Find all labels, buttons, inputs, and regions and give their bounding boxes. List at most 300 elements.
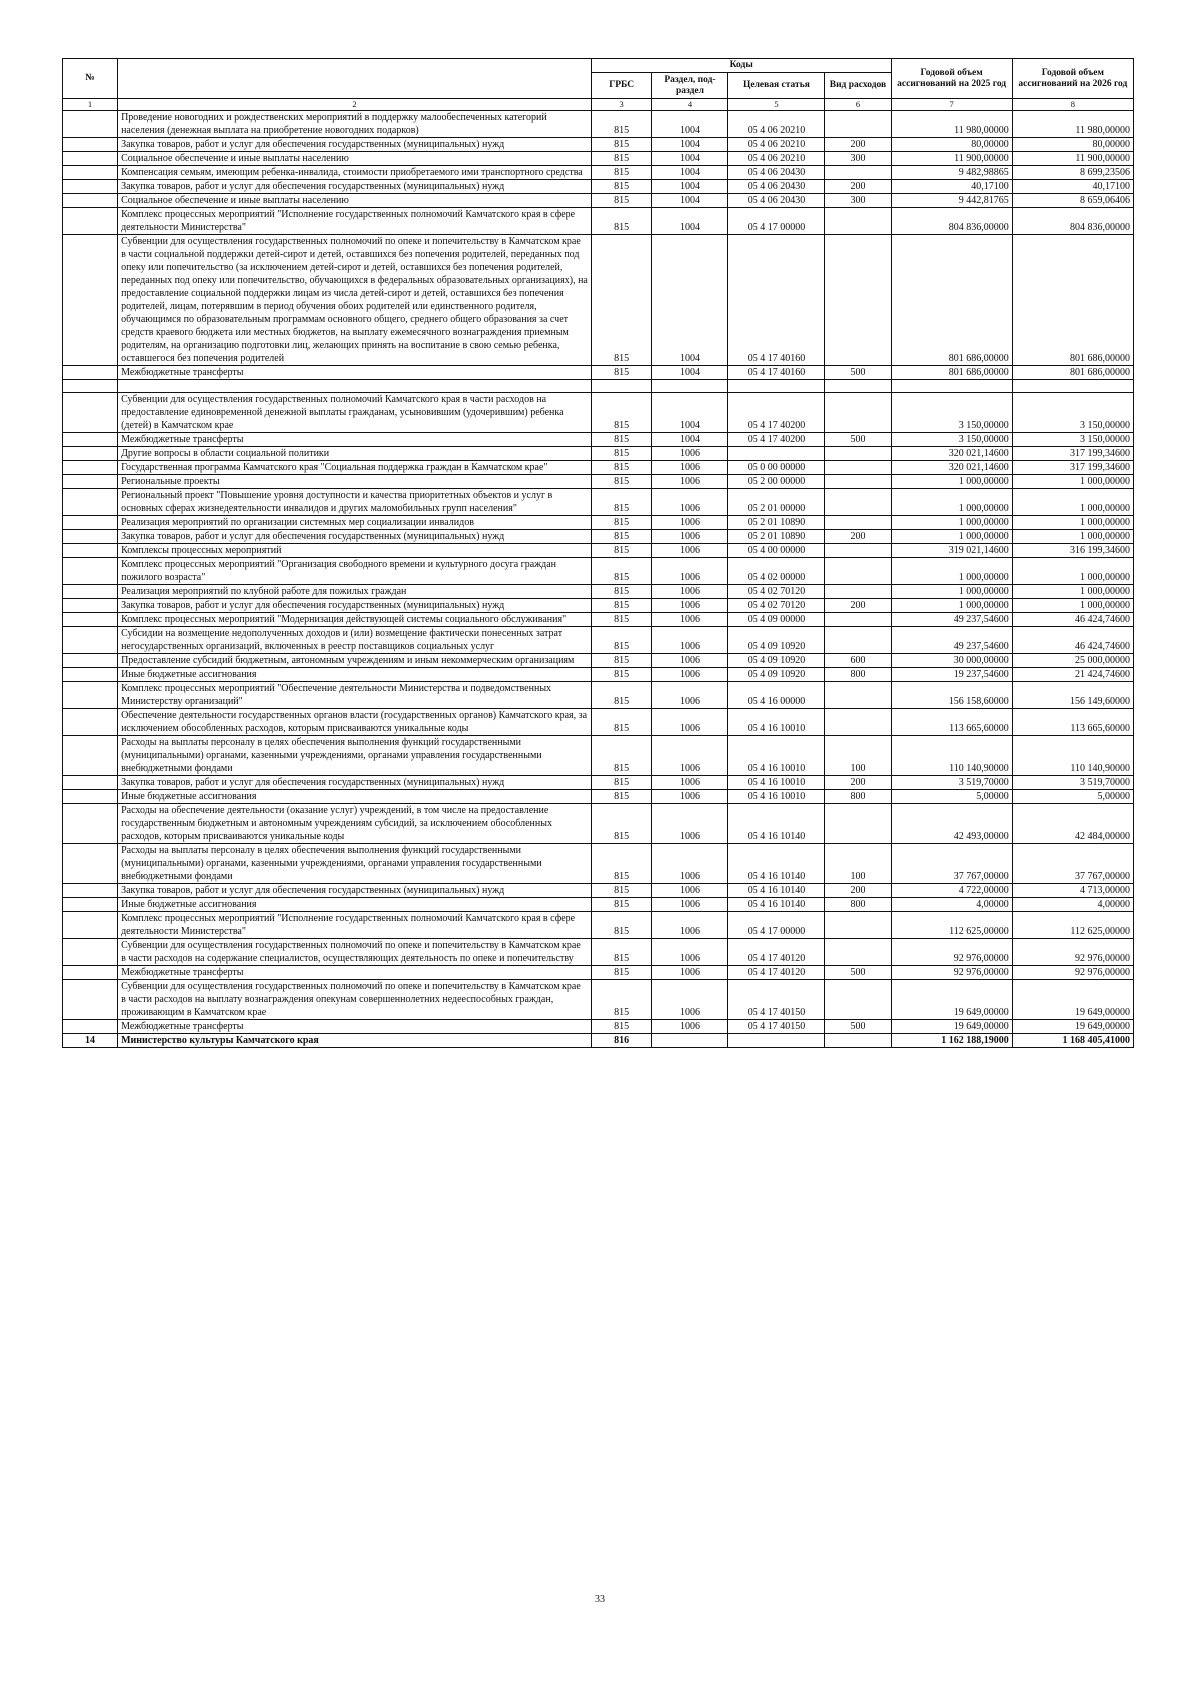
- row-amount-2026: 1 000,00000: [1012, 489, 1133, 516]
- row-description: Субвенции для осуществления государственных полномочий Камчатского края в части расходов на предоставление единовременной денежной выплаты гражданам, усыновившим (удочерившим) ребенка (детей) в Камчатском крае: [118, 393, 592, 433]
- row-amount-2025: 49 237,54600: [891, 627, 1012, 654]
- row-amount-2025: 92 976,00000: [891, 966, 1012, 980]
- row-expense-type: 800: [825, 898, 891, 912]
- row-description: Обеспечение деятельности государственных органов власти (государственных органов) Камчатского края, за исключением обособленных расходов, которым присваиваются уникальные коды: [118, 709, 592, 736]
- row-amount-2026: 156 149,60000: [1012, 682, 1133, 709]
- row-grbs: 815: [591, 194, 652, 208]
- row-number: [63, 475, 118, 489]
- row-amount-2025: 801 686,00000: [891, 235, 1012, 366]
- table-row: [63, 790, 1134, 804]
- row-amount-2025: 801 686,00000: [891, 366, 1012, 380]
- row-number: [63, 599, 118, 613]
- row-amount-2026: 4 713,00000: [1012, 884, 1133, 898]
- table-row: [63, 208, 1134, 235]
- row-amount-2025: 320 021,14600: [891, 461, 1012, 475]
- row-amount-2025: 49 237,54600: [891, 613, 1012, 627]
- row-description: Субвенции для осуществления государственных полномочий по опеке и попечительству в Камчатском крае в части социальной поддержки детей-сирот и детей, оставшихся без попечения родителей, переданных под опеку или попечительство (за исключением детей-сирот и детей, оставшихся без попечения родителей, переданных под опеку или попечительство, обучающихся в федеральных образовательных организациях), на предоставление социальной поддержки лицам из числа детей-сирот и детей, оставшихся без попечения родителей, лицам, потерявшим в период обучения обоих родителей или единственного родителя, обучающимся по образовательным программам основного общего, среднего общего образования за счет средств краевого бюджета или местных бюджетов, на выплату ежемесячного вознаграждения приемным родителям, на организацию подготовки лиц, желающих принять на воспитание в свою семью ребенка, оставшегося без попечения родителей: [118, 235, 592, 366]
- row-expense-type: 500: [825, 966, 891, 980]
- table-row: [63, 736, 1134, 776]
- row-description: Закупка товаров, работ и услуг для обеспечения государственных (муниципальных) нужд: [118, 530, 592, 544]
- row-section: 1006: [652, 966, 728, 980]
- row-target-item: 05 2 00 00000: [728, 475, 825, 489]
- row-expense-type: 100: [825, 844, 891, 884]
- table-row: [63, 393, 1134, 433]
- row-section: 1006: [652, 599, 728, 613]
- row-section: 1004: [652, 111, 728, 138]
- row-description: Реализация мероприятий по клубной работе для пожилых граждан: [118, 585, 592, 599]
- row-number: [63, 433, 118, 447]
- row-expense-type: 500: [825, 1020, 891, 1034]
- row-amount-2025: 4,00000: [891, 898, 1012, 912]
- table-row: [63, 138, 1134, 152]
- row-grbs: 815: [591, 366, 652, 380]
- row-target-item: 05 2 01 10890: [728, 530, 825, 544]
- row-description: Региональный проект "Повышение уровня доступности и качества приоритетных объектов и услуг в основных сферах жизнедеятельности инвалидов и других маломобильных групп населения": [118, 489, 592, 516]
- row-target-item: 05 4 00 00000: [728, 544, 825, 558]
- row-number: [63, 393, 118, 433]
- row-target-item: 05 4 09 10920: [728, 668, 825, 682]
- table-row: [63, 939, 1134, 966]
- row-number: [63, 966, 118, 980]
- table-row: [63, 152, 1134, 166]
- row-grbs: 815: [591, 489, 652, 516]
- row-section: 1006: [652, 736, 728, 776]
- row-grbs: 815: [591, 804, 652, 844]
- row-section: 1006: [652, 939, 728, 966]
- row-number: [63, 980, 118, 1020]
- row-section: 1006: [652, 790, 728, 804]
- row-amount-2026: 112 625,00000: [1012, 912, 1133, 939]
- row-amount-2025: 9 482,98865: [891, 166, 1012, 180]
- table-row: [63, 884, 1134, 898]
- row-number: [63, 138, 118, 152]
- table-row: [63, 585, 1134, 599]
- table-row: [63, 194, 1134, 208]
- table-row: [63, 654, 1134, 668]
- table-row: [63, 366, 1134, 380]
- row-amount-2026: 113 665,60000: [1012, 709, 1133, 736]
- row-grbs: 815: [591, 668, 652, 682]
- table-row: [63, 1020, 1134, 1034]
- row-expense-type: [825, 235, 891, 366]
- table-row: [63, 980, 1134, 1020]
- row-grbs: 815: [591, 709, 652, 736]
- row-number: [63, 516, 118, 530]
- row-grbs: 815: [591, 980, 652, 1020]
- row-number: [63, 111, 118, 138]
- row-amount-2025: 1 000,00000: [891, 599, 1012, 613]
- row-target-item: 05 4 17 40160: [728, 235, 825, 366]
- row-section: [652, 380, 728, 393]
- row-target-item: 05 4 17 40160: [728, 366, 825, 380]
- column-number: 7: [891, 99, 1012, 111]
- row-expense-type: 200: [825, 530, 891, 544]
- table-row: [63, 627, 1134, 654]
- row-amount-2026: 92 976,00000: [1012, 939, 1133, 966]
- row-number: [63, 844, 118, 884]
- row-target-item: 05 4 06 20430: [728, 180, 825, 194]
- row-amount-2025: 1 000,00000: [891, 530, 1012, 544]
- row-grbs: 815: [591, 393, 652, 433]
- row-number: 14: [63, 1034, 118, 1048]
- row-expense-type: [825, 544, 891, 558]
- row-expense-type: [825, 709, 891, 736]
- row-expense-type: [825, 613, 891, 627]
- table-row: [63, 235, 1134, 366]
- row-grbs: 815: [591, 884, 652, 898]
- row-description: Государственная программа Камчатского края "Социальная поддержка граждан в Камчатском крае": [118, 461, 592, 475]
- row-target-item: 05 4 09 10920: [728, 627, 825, 654]
- row-amount-2025: 112 625,00000: [891, 912, 1012, 939]
- row-expense-type: [825, 1034, 891, 1048]
- row-number: [63, 208, 118, 235]
- row-amount-2025: 37 767,00000: [891, 844, 1012, 884]
- budget-table: [62, 58, 1134, 1048]
- row-expense-type: 200: [825, 776, 891, 790]
- table-row: [63, 447, 1134, 461]
- row-expense-type: 300: [825, 194, 891, 208]
- row-section: 1006: [652, 447, 728, 461]
- row-amount-2026: 5,00000: [1012, 790, 1133, 804]
- row-grbs: 815: [591, 152, 652, 166]
- row-target-item: [728, 380, 825, 393]
- row-amount-2025: 156 158,60000: [891, 682, 1012, 709]
- row-section: 1006: [652, 613, 728, 627]
- row-amount-2025: 9 442,81765: [891, 194, 1012, 208]
- row-description: Реализация мероприятий по организации системных мер социализации инвалидов: [118, 516, 592, 530]
- row-section: 1004: [652, 433, 728, 447]
- row-number: [63, 366, 118, 380]
- row-target-item: 05 4 16 00000: [728, 682, 825, 709]
- row-expense-type: [825, 475, 891, 489]
- row-grbs: 815: [591, 613, 652, 627]
- row-section: 1004: [652, 366, 728, 380]
- column-number-row: [63, 99, 1134, 111]
- row-amount-2025: 40,17100: [891, 180, 1012, 194]
- row-expense-type: [825, 912, 891, 939]
- row-target-item: 05 0 00 00000: [728, 461, 825, 475]
- row-target-item: 05 4 06 20210: [728, 111, 825, 138]
- table-row: [63, 599, 1134, 613]
- row-number: [63, 544, 118, 558]
- row-target-item: 05 4 02 00000: [728, 558, 825, 585]
- row-amount-2025: 19 237,54600: [891, 668, 1012, 682]
- row-expense-type: 600: [825, 654, 891, 668]
- row-section: 1006: [652, 627, 728, 654]
- row-amount-2026: 1 000,00000: [1012, 530, 1133, 544]
- row-grbs: 815: [591, 939, 652, 966]
- row-section: 1006: [652, 1020, 728, 1034]
- row-number: [63, 804, 118, 844]
- row-section: 1006: [652, 804, 728, 844]
- row-section: 1004: [652, 152, 728, 166]
- row-description: Межбюджетные трансферты: [118, 1020, 592, 1034]
- row-expense-type: 800: [825, 668, 891, 682]
- row-number: [63, 898, 118, 912]
- header-section: Раздел, под-раздел: [652, 73, 728, 99]
- row-amount-2026: 21 424,74600: [1012, 668, 1133, 682]
- row-section: 1006: [652, 585, 728, 599]
- row-number: [63, 380, 118, 393]
- row-amount-2025: 19 649,00000: [891, 1020, 1012, 1034]
- row-amount-2025: 11 900,00000: [891, 152, 1012, 166]
- row-description: Закупка товаров, работ и услуг для обеспечения государственных (муниципальных) нужд: [118, 884, 592, 898]
- row-section: 1004: [652, 393, 728, 433]
- row-section: 1006: [652, 475, 728, 489]
- row-expense-type: 200: [825, 884, 891, 898]
- row-number: [63, 447, 118, 461]
- row-number: [63, 682, 118, 709]
- row-description: Закупка товаров, работ и услуг для обеспечения государственных (муниципальных) нужд: [118, 776, 592, 790]
- row-grbs: 815: [591, 208, 652, 235]
- row-number: [63, 939, 118, 966]
- row-amount-2026: 1 168 405,41000: [1012, 1034, 1133, 1048]
- header-grbs: ГРБС: [591, 73, 652, 99]
- row-amount-2025: 19 649,00000: [891, 980, 1012, 1020]
- table-row-spacer: [63, 380, 1134, 393]
- row-section: 1004: [652, 166, 728, 180]
- row-expense-type: [825, 461, 891, 475]
- table-body: [63, 111, 1134, 1048]
- row-target-item: 05 4 16 10140: [728, 884, 825, 898]
- row-target-item: 05 4 17 40200: [728, 433, 825, 447]
- row-amount-2026: 1 000,00000: [1012, 475, 1133, 489]
- row-expense-type: [825, 111, 891, 138]
- row-amount-2026: 317 199,34600: [1012, 447, 1133, 461]
- column-number: 8: [1012, 99, 1133, 111]
- row-description: Закупка товаров, работ и услуг для обеспечения государственных (муниципальных) нужд: [118, 138, 592, 152]
- row-expense-type: [825, 558, 891, 585]
- row-description: Предоставление субсидий бюджетным, автономным учреждениям и иным некоммерческим организациям: [118, 654, 592, 668]
- row-description: Проведение новогодних и рождественских мероприятий в поддержку малообеспеченных категорий населения (денежная выплата на приобретение новогодних подарков): [118, 111, 592, 138]
- row-amount-2026: 11 980,00000: [1012, 111, 1133, 138]
- table-row-total: [63, 1034, 1134, 1048]
- row-number: [63, 613, 118, 627]
- row-amount-2026: 110 140,90000: [1012, 736, 1133, 776]
- row-description: Региональные проекты: [118, 475, 592, 489]
- row-amount-2025: 1 000,00000: [891, 558, 1012, 585]
- table-row: [63, 613, 1134, 627]
- row-amount-2026: 3 150,00000: [1012, 393, 1133, 433]
- row-target-item: 05 4 17 40150: [728, 1020, 825, 1034]
- table-row: [63, 180, 1134, 194]
- row-amount-2026: 801 686,00000: [1012, 366, 1133, 380]
- table-row: [63, 489, 1134, 516]
- row-description: Субвенции для осуществления государственных полномочий по опеке и попечительству в Камчатском крае в части расходов на выплату вознаграждения опекунам совершеннолетних недееспособных граждан, проживающим в Камчатском крае: [118, 980, 592, 1020]
- table-row: [63, 111, 1134, 138]
- row-grbs: 816: [591, 1034, 652, 1048]
- row-grbs: 815: [591, 138, 652, 152]
- row-section: 1006: [652, 776, 728, 790]
- row-section: 1004: [652, 208, 728, 235]
- table-row: [63, 709, 1134, 736]
- row-amount-2025: 3 519,70000: [891, 776, 1012, 790]
- row-number: [63, 194, 118, 208]
- row-grbs: 815: [591, 736, 652, 776]
- row-amount-2025: 3 150,00000: [891, 433, 1012, 447]
- row-target-item: [728, 447, 825, 461]
- table-row: [63, 516, 1134, 530]
- table-header: [63, 59, 1134, 111]
- row-amount-2026: 19 649,00000: [1012, 980, 1133, 1020]
- row-number: [63, 884, 118, 898]
- row-description: Компенсация семьям, имеющим ребенка-инвалида, стоимости приобретаемого ими транспортного средства: [118, 166, 592, 180]
- row-amount-2026: 1 000,00000: [1012, 599, 1133, 613]
- row-expense-type: [825, 804, 891, 844]
- table-row: [63, 844, 1134, 884]
- row-amount-2025: 92 976,00000: [891, 939, 1012, 966]
- table-row: [63, 898, 1134, 912]
- row-amount-2026: 37 767,00000: [1012, 844, 1133, 884]
- row-number: [63, 152, 118, 166]
- row-target-item: 05 4 16 10010: [728, 709, 825, 736]
- row-grbs: 815: [591, 166, 652, 180]
- table-row: [63, 912, 1134, 939]
- row-target-item: 05 4 06 20430: [728, 166, 825, 180]
- page-number: 33: [595, 1594, 605, 1605]
- row-grbs: 815: [591, 235, 652, 366]
- row-target-item: 05 4 17 40150: [728, 980, 825, 1020]
- row-description: Комплекс процессных мероприятий "Исполнение государственных полномочий Камчатского края в сфере деятельности Министерства": [118, 208, 592, 235]
- row-target-item: 05 4 02 70120: [728, 585, 825, 599]
- table-row: [63, 966, 1134, 980]
- row-section: 1006: [652, 489, 728, 516]
- row-grbs: 815: [591, 599, 652, 613]
- row-number: [63, 912, 118, 939]
- row-expense-type: 200: [825, 138, 891, 152]
- row-target-item: 05 4 06 20430: [728, 194, 825, 208]
- row-description: Другие вопросы в области социальной политики: [118, 447, 592, 461]
- row-grbs: 815: [591, 682, 652, 709]
- row-description: Расходы на выплаты персоналу в целях обеспечения выполнения функций государственными (муниципальными) органами, казенными учреждениями, органами управления государственными внебюджетными фондами: [118, 736, 592, 776]
- row-number: [63, 654, 118, 668]
- row-description: Расходы на выплаты персоналу в целях обеспечения выполнения функций государственными (муниципальными) органами, казенными учреждениями, органами управления государственными внебюджетными фондами: [118, 844, 592, 884]
- row-description: Межбюджетные трансферты: [118, 366, 592, 380]
- row-target-item: 05 4 16 10010: [728, 790, 825, 804]
- table-row: [63, 461, 1134, 475]
- row-grbs: 815: [591, 447, 652, 461]
- column-number: 1: [63, 99, 118, 111]
- row-amount-2025: 113 665,60000: [891, 709, 1012, 736]
- row-section: 1006: [652, 461, 728, 475]
- row-section: 1006: [652, 844, 728, 884]
- row-amount-2026: [1012, 380, 1133, 393]
- row-expense-type: 800: [825, 790, 891, 804]
- row-grbs: 815: [591, 912, 652, 939]
- row-amount-2025: [891, 380, 1012, 393]
- row-grbs: 815: [591, 654, 652, 668]
- row-grbs: 815: [591, 627, 652, 654]
- row-amount-2026: 316 199,34600: [1012, 544, 1133, 558]
- row-grbs: 815: [591, 558, 652, 585]
- row-description: Межбюджетные трансферты: [118, 966, 592, 980]
- row-amount-2026: 11 900,00000: [1012, 152, 1133, 166]
- row-section: 1006: [652, 709, 728, 736]
- row-number: [63, 585, 118, 599]
- row-amount-2026: 40,17100: [1012, 180, 1133, 194]
- row-number: [63, 1020, 118, 1034]
- table-row: [63, 544, 1134, 558]
- row-description: Иные бюджетные ассигнования: [118, 790, 592, 804]
- row-amount-2025: 319 021,14600: [891, 544, 1012, 558]
- row-amount-2025: 1 000,00000: [891, 585, 1012, 599]
- row-target-item: 05 4 17 00000: [728, 208, 825, 235]
- row-grbs: [591, 380, 652, 393]
- header-expense-type: Вид расходов: [825, 73, 891, 99]
- row-grbs: 815: [591, 111, 652, 138]
- row-description: Расходы на обеспечение деятельности (оказание услуг) учреждений, в том числе на предоставление государственным бюджетным и автономным учреждениям субсидий, за исключением обособленных расходов, которым присваиваются уникальные коды: [118, 804, 592, 844]
- row-number: [63, 461, 118, 475]
- table-row: [63, 804, 1134, 844]
- row-section: 1006: [652, 558, 728, 585]
- row-expense-type: [825, 627, 891, 654]
- row-expense-type: 100: [825, 736, 891, 776]
- row-amount-2026: 801 686,00000: [1012, 235, 1133, 366]
- row-amount-2026: 46 424,74600: [1012, 613, 1133, 627]
- row-expense-type: 200: [825, 599, 891, 613]
- row-amount-2026: 92 976,00000: [1012, 966, 1133, 980]
- row-number: [63, 709, 118, 736]
- row-section: 1004: [652, 138, 728, 152]
- row-amount-2026: 3 150,00000: [1012, 433, 1133, 447]
- column-number: 2: [118, 99, 592, 111]
- row-grbs: 815: [591, 516, 652, 530]
- column-number: 5: [728, 99, 825, 111]
- row-amount-2026: 80,00000: [1012, 138, 1133, 152]
- row-expense-type: 300: [825, 152, 891, 166]
- row-number: [63, 530, 118, 544]
- row-expense-type: [825, 393, 891, 433]
- row-grbs: 815: [591, 544, 652, 558]
- column-number: 3: [591, 99, 652, 111]
- row-description: Министерство культуры Камчатского края: [118, 1034, 592, 1048]
- row-expense-type: 200: [825, 180, 891, 194]
- row-section: 1004: [652, 194, 728, 208]
- row-amount-2025: 4 722,00000: [891, 884, 1012, 898]
- row-target-item: 05 4 17 00000: [728, 912, 825, 939]
- row-target-item: 05 4 17 40120: [728, 966, 825, 980]
- table-row: [63, 558, 1134, 585]
- row-amount-2025: 1 162 188,19000: [891, 1034, 1012, 1048]
- row-expense-type: [825, 447, 891, 461]
- header-year-2025: Годовой объем ассигнований на 2025 год: [891, 59, 1012, 99]
- row-section: 1006: [652, 516, 728, 530]
- row-amount-2025: 320 021,14600: [891, 447, 1012, 461]
- row-amount-2026: 3 519,70000: [1012, 776, 1133, 790]
- row-grbs: 815: [591, 530, 652, 544]
- row-description: Субсидии на возмещение недополученных доходов и (или) возмещение фактически понесенных затрат негосударственных организаций, включенных в реестр поставщиков социальных услуг: [118, 627, 592, 654]
- row-number: [63, 235, 118, 366]
- row-description: Комплекс процессных мероприятий "Обеспечение деятельности Министерства и подведомственных Министерству организаций": [118, 682, 592, 709]
- row-target-item: 05 4 09 10920: [728, 654, 825, 668]
- row-number: [63, 489, 118, 516]
- row-grbs: 815: [591, 585, 652, 599]
- row-amount-2025: 42 493,00000: [891, 804, 1012, 844]
- row-target-item: 05 4 09 00000: [728, 613, 825, 627]
- row-expense-type: 500: [825, 366, 891, 380]
- row-amount-2026: 8 699,23506: [1012, 166, 1133, 180]
- row-amount-2026: 1 000,00000: [1012, 558, 1133, 585]
- row-amount-2025: 5,00000: [891, 790, 1012, 804]
- row-description: Комплекс процессных мероприятий "Модернизация действующей системы социального обслуживания": [118, 613, 592, 627]
- row-amount-2026: 19 649,00000: [1012, 1020, 1133, 1034]
- row-target-item: 05 4 16 10140: [728, 844, 825, 884]
- row-grbs: 815: [591, 790, 652, 804]
- row-section: 1004: [652, 235, 728, 366]
- row-amount-2025: 110 140,90000: [891, 736, 1012, 776]
- table-row: [63, 682, 1134, 709]
- row-amount-2026: 8 659,06406: [1012, 194, 1133, 208]
